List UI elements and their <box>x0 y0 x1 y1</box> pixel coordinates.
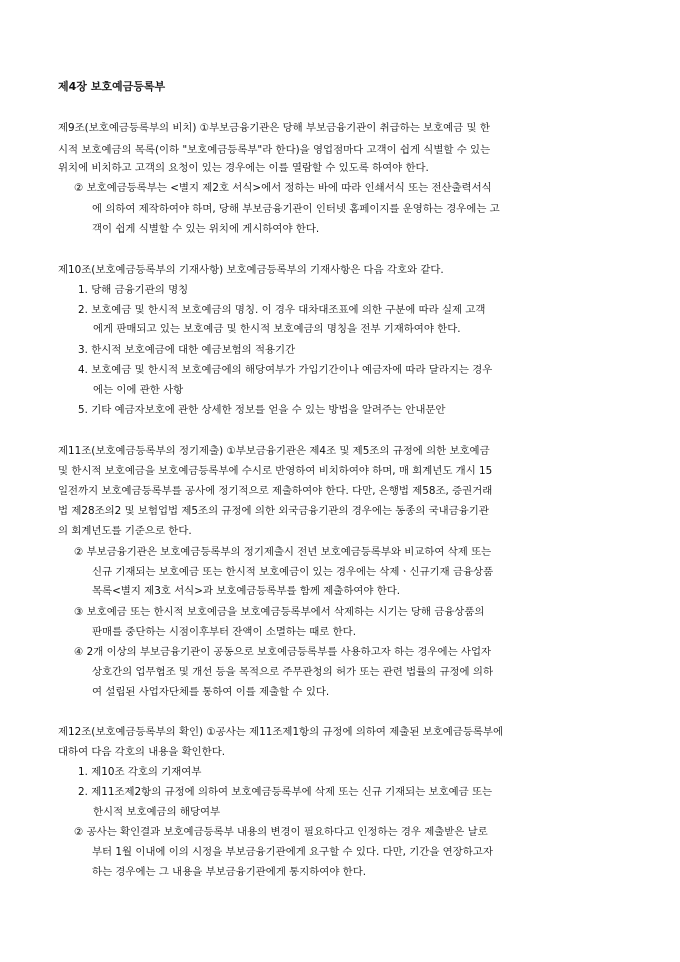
article-11-line-5: 의 회계년도를 기준으로 한다. <box>58 525 192 537</box>
article-10-item-4-line-2: 에는 이에 관한 사항 <box>93 384 184 396</box>
article-11-line-3: 일전까지 보호예금등록부를 공사에 정기적으로 제출하여야 한다. 다만, 은행법 제58조, 증권거래 <box>58 485 493 497</box>
article-10-item-3: 3. 한시적 보호예금에 대한 예금보험의 적용기간 <box>78 344 296 356</box>
article-12-clause-2-line-3: 하는 경우에는 그 내용을 부보금융기관에게 통지하여야 한다. <box>92 866 367 878</box>
article-11-line-1: 제11조(보호예금등록부의 정기제출) ①부보금융기관은 제4조 및 제5조의 규정에 의한 보호예금 <box>58 445 490 457</box>
chapter-title: 제4장 보호예금등록부 <box>58 80 166 93</box>
article-12-item-2-line-2: 한시적 보호예금의 해당여부 <box>93 806 221 818</box>
article-12-line-2: 대하여 다음 각호의 내용을 확인한다. <box>58 746 226 758</box>
article-11-clause-2-line-1: ② 부보금융기관은 보호예금등록부의 정기제출시 전년 보호예금등록부와 비교하여 삭제 또는 <box>74 546 492 558</box>
article-9-clause-2-line-3: 객이 쉽게 식별할 수 있는 위치에 게시하여야 한다. <box>92 223 320 235</box>
article-11-line-4: 법 제28조의2 및 보험업법 제5조의 규정에 의한 외국금융기관의 경우에는 동종의 국내금융기관 <box>58 505 489 517</box>
article-11-clause-3-line-1: ③ 보호예금 또는 한시적 보호예금을 보호예금등록부에서 삭제하는 시기는 당해 금융상품의 <box>74 606 485 618</box>
article-10-item-1: 1. 당해 금융기관의 명칭 <box>78 284 189 296</box>
article-11-clause-4-line-3: 여 설립된 사업자단체를 통하여 이를 제출할 수 있다. <box>92 686 330 698</box>
article-11-clause-4-line-2: 상호간의 업무협조 및 개선 등을 목적으로 주무관청의 허가 또는 관련 법률의 규정에 의하 <box>92 666 493 678</box>
article-10-item-4-line-1: 4. 보호예금 및 한시적 보호예금에의 해당여부가 가입기간이나 예금자에 따라 달라지는 경우 <box>78 364 493 376</box>
article-10-item-5: 5. 기타 예금자보호에 관한 상세한 정보를 얻을 수 있는 방법을 알려주는 안내문안 <box>78 404 446 416</box>
article-11-line-2: 및 한시적 보호예금을 보호예금등록부에 수시로 반영하여 비치하여야 하며, 매 회계년도 개시 15 <box>58 465 493 477</box>
article-12-item-2-line-1: 2. 제11조제2항의 규정에 의하여 보호예금등록부에 삭제 또는 신규 기재되는 보호예금 또는 <box>78 786 493 798</box>
article-9-line-1: 제9조(보호예금등록부의 비치) ①부보금융기관은 당해 부보금융기관이 취급하는 보호예금 및 한 <box>58 122 490 134</box>
article-9-line-2: 시적 보호예금의 목록(이하 "보호예금등록부"라 한다)을 영업점마다 고객이 쉽게 식별할 수 있는 <box>58 144 491 156</box>
article-11-clause-3-line-2: 판매를 중단하는 시점이후부터 잔액이 소멸하는 때로 한다. <box>92 626 357 638</box>
article-10-item-2-line-1: 2. 보호예금 및 한시적 보호예금의 명칭. 이 경우 대차대조표에 의한 구분에 따라 실제 고객 <box>78 304 486 316</box>
article-12-line-1: 제12조(보호예금등록부의 확인) ①공사는 제11조제1항의 규정에 의하여 제출된 보호예금등록부에 <box>58 726 503 738</box>
article-12-item-1: 1. 제10조 각호의 기재여부 <box>78 766 202 778</box>
article-9-line-3: 위치에 비치하고 고객의 요청이 있는 경우에는 이를 열람할 수 있도록 하여야 한다. <box>58 162 429 174</box>
article-12-clause-2-line-1: ② 공사는 확인결과 보호예금등록부 내용의 변경이 필요하다고 인정하는 경우 제출받은 날로 <box>74 826 488 838</box>
article-11-clause-2-line-3: 목록<별지 제3호 서식>과 보호예금등록부를 함께 제출하여야 한다. <box>92 585 401 597</box>
article-10-line-1: 제10조(보호예금등록부의 기재사항) 보호예금등록부의 기재사항은 다음 각호와 같다. <box>58 264 444 276</box>
article-9-clause-2-line-2: 에 의하여 제작하여야 하며, 당해 부보금융기관이 인터넷 홈페이지를 운영하는 경우에는 고 <box>92 203 500 215</box>
article-11-clause-2-line-2: 신규 기재되는 보호예금 또는 한시적 보호예금이 있는 경우에는 삭제ㆍ신규기재 금융상품 <box>92 566 494 578</box>
article-12-clause-2-line-2: 부터 1월 이내에 이의 시정을 부보금융기관에게 요구할 수 있다. 다만, 기간을 연장하고자 <box>92 846 493 858</box>
article-11-clause-4-line-1: ④ 2개 이상의 부보금융기관이 공동으로 보호예금등록부를 사용하고자 하는 경우에는 사업자 <box>74 646 492 658</box>
article-9-clause-2-line-1: ② 보호예금등록부는 <별지 제2호 서식>에서 정하는 바에 따라 인쇄서식 또는 전산출력서식 <box>74 182 492 194</box>
article-10-item-2-line-2: 에게 판매되고 있는 보호예금 및 한시적 보호예금의 명칭을 전부 기재하여야 한다. <box>93 323 461 335</box>
